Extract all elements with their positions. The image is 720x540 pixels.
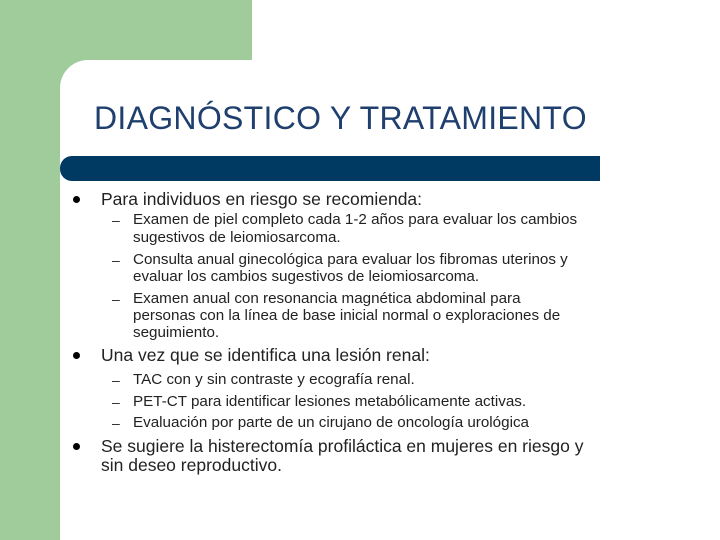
bullet-dot	[73, 443, 80, 450]
bullet-1-text: Para individuos en riesgo se recomienda:	[101, 189, 423, 209]
sub-1-1-line-2: sugestivos de leiomiosarcoma.	[133, 229, 341, 246]
dash-marker: –	[112, 212, 120, 228]
sub-2-1-line-1: TAC con y sin contraste y ecografía renal.	[133, 371, 415, 388]
dash-marker: –	[112, 372, 120, 388]
sub-1-2-line-2: evaluar los cambios sugestivos de leiomiosarcoma.	[133, 268, 480, 285]
sub-1-3-line-3: seguimiento.	[133, 324, 220, 341]
bullet-3-line-2: sin deseo reproductivo.	[101, 455, 282, 475]
sub-1-1-line-1: Examen de piel completo cada 1-2 años para evaluar los cambios	[133, 211, 578, 228]
dash-marker: –	[112, 252, 120, 268]
bullet-dot	[73, 196, 80, 203]
dash-marker: –	[112, 415, 120, 431]
dash-marker: –	[112, 394, 120, 410]
slide-title: DIAGNÓSTICO Y TRATAMIENTO	[94, 100, 587, 136]
sub-1-3-line-1: Examen anual con resonancia magnética abdominal para	[133, 290, 521, 307]
bullet-dot	[73, 352, 80, 359]
sub-2-3-line-1: Evaluación por parte de un cirujano de oncología urológica	[133, 414, 529, 431]
bullet-3-line-1: Se sugiere la histerectomía profiláctica en mujeres en riesgo y	[101, 436, 584, 456]
dash-marker: –	[112, 291, 120, 307]
sub-1-3-line-2: personas con la línea de base inicial normal o exploraciones de	[133, 307, 561, 324]
bullet-2-text: Una vez que se identifica una lesión renal:	[101, 345, 430, 365]
sub-1-2-line-1: Consulta anual ginecológica para evaluar los fibromas uterinos y	[133, 251, 568, 268]
sub-2-2-line-1: PET-CT para identificar lesiones metabólicamente activas.	[133, 393, 527, 410]
